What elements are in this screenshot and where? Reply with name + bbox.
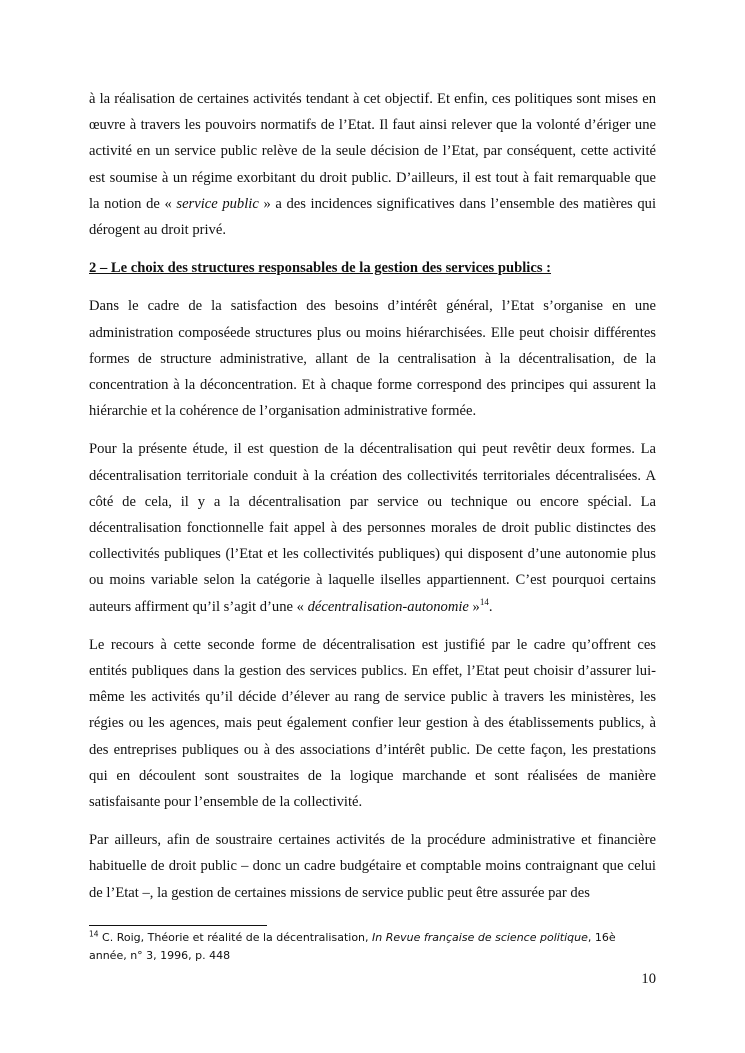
emphasis-decentralisation-autonomie: décentralisation-autonomie	[307, 598, 469, 615]
body-text	[89, 86, 656, 918]
footnote-number: 14	[89, 929, 99, 939]
paragraph-1: à la réalisation de certaines activités tendant à cet objectif. Et enfin, ces politiques sont mises en œuvre à travers les pouvoirs normatifs de l’Etat. Il faut ainsi relever que la volonté d’ériger une activité en un service public relève de la seule décision de l’Etat, par conséquent, cette activité est soumise à un régime exorbitant du droit public. D’ailleurs, il est tout à fait remarquable que la notion de « service public » a des incidences significatives dans l’ensemble des matières qui dérogent au droit privé.	[89, 91, 656, 239]
paragraph-4: Le recours à cette seconde forme de décentralisation est justifié par le cadre qu’offrent ces entités publiques dans la gestion des services publics. En effet, l’Etat peut choisir d’assurer lui-même les activités qu’il décide d’élever au rang de service public à travers les ministères, les régies ou les agences, mais peut également confier leur gestion à des établissements publics, à des entreprises publiques ou à des associations d’intérêt public. De cette façon, les prestations qui en découlent sont soustraites de la logique marchande et sont réalisées de manière satisfaisante pour l’ensemble de la collectivité.	[89, 636, 656, 811]
paragraph-2: Dans le cadre de la satisfaction des besoins d’intérêt général, l’Etat s’organise en une administration composéede structures plus ou moins hiérarchisées. Elle peut choisir différentes formes de structure administrative, allant de la centralisation à la décentralisation, de la concentration à la déconcentration. Et à chaque forme correspond des principes qui assurent la hiérarchie et la cohérence de l’organisation administrative formée.	[89, 298, 656, 420]
section-heading: 2 – Le choix des structures responsables de la gestion des services publics :	[89, 260, 552, 277]
paragraph-5: Par ailleurs, afin de soustraire certaines activités de la procédure administrative et financière habituelle de droit public – donc un cadre budgétaire et comptable moins contraignant que celui de l’Etat –, la gestion de certaines missions de service public peut être assurée par des	[89, 832, 656, 901]
footnote-journal-title: In Revue française de science politique	[372, 931, 588, 944]
footnote: $^{14}$ C. Roig, Théorie et réalité de la décentralisation, In Revue française de science politique, 16è année, n° 3, 1996, p. 448	[89, 929, 616, 962]
emphasis-service-public: service public	[176, 195, 259, 212]
footnote-reference[interactable]: 14	[479, 596, 489, 607]
paragraph-3: Pour la présente étude, il est question de la décentralisation qui peut revêtir deux formes. La décentralisation territoriale conduit à la création des collectivités territoriales décentralisées. A côté de cela, il y a la décentralisation par service ou technique ou encore spécial. La décentralisation fonctionnelle fait appel à des personnes morales de droit public distinctes des collectivités publiques (l’Etat et les collectivités publiques) qui disposent d’une autonomie plus ou moins variable selon la catégorie à laquelle ilselles appartiennent. C’est pourquoi certains auteurs affirment qu’il s’agit d’une « décentralisation-autonomie »$^{14}$.	[89, 441, 656, 615]
page-number: 10	[641, 971, 656, 987]
footnote-separator	[89, 925, 267, 926]
